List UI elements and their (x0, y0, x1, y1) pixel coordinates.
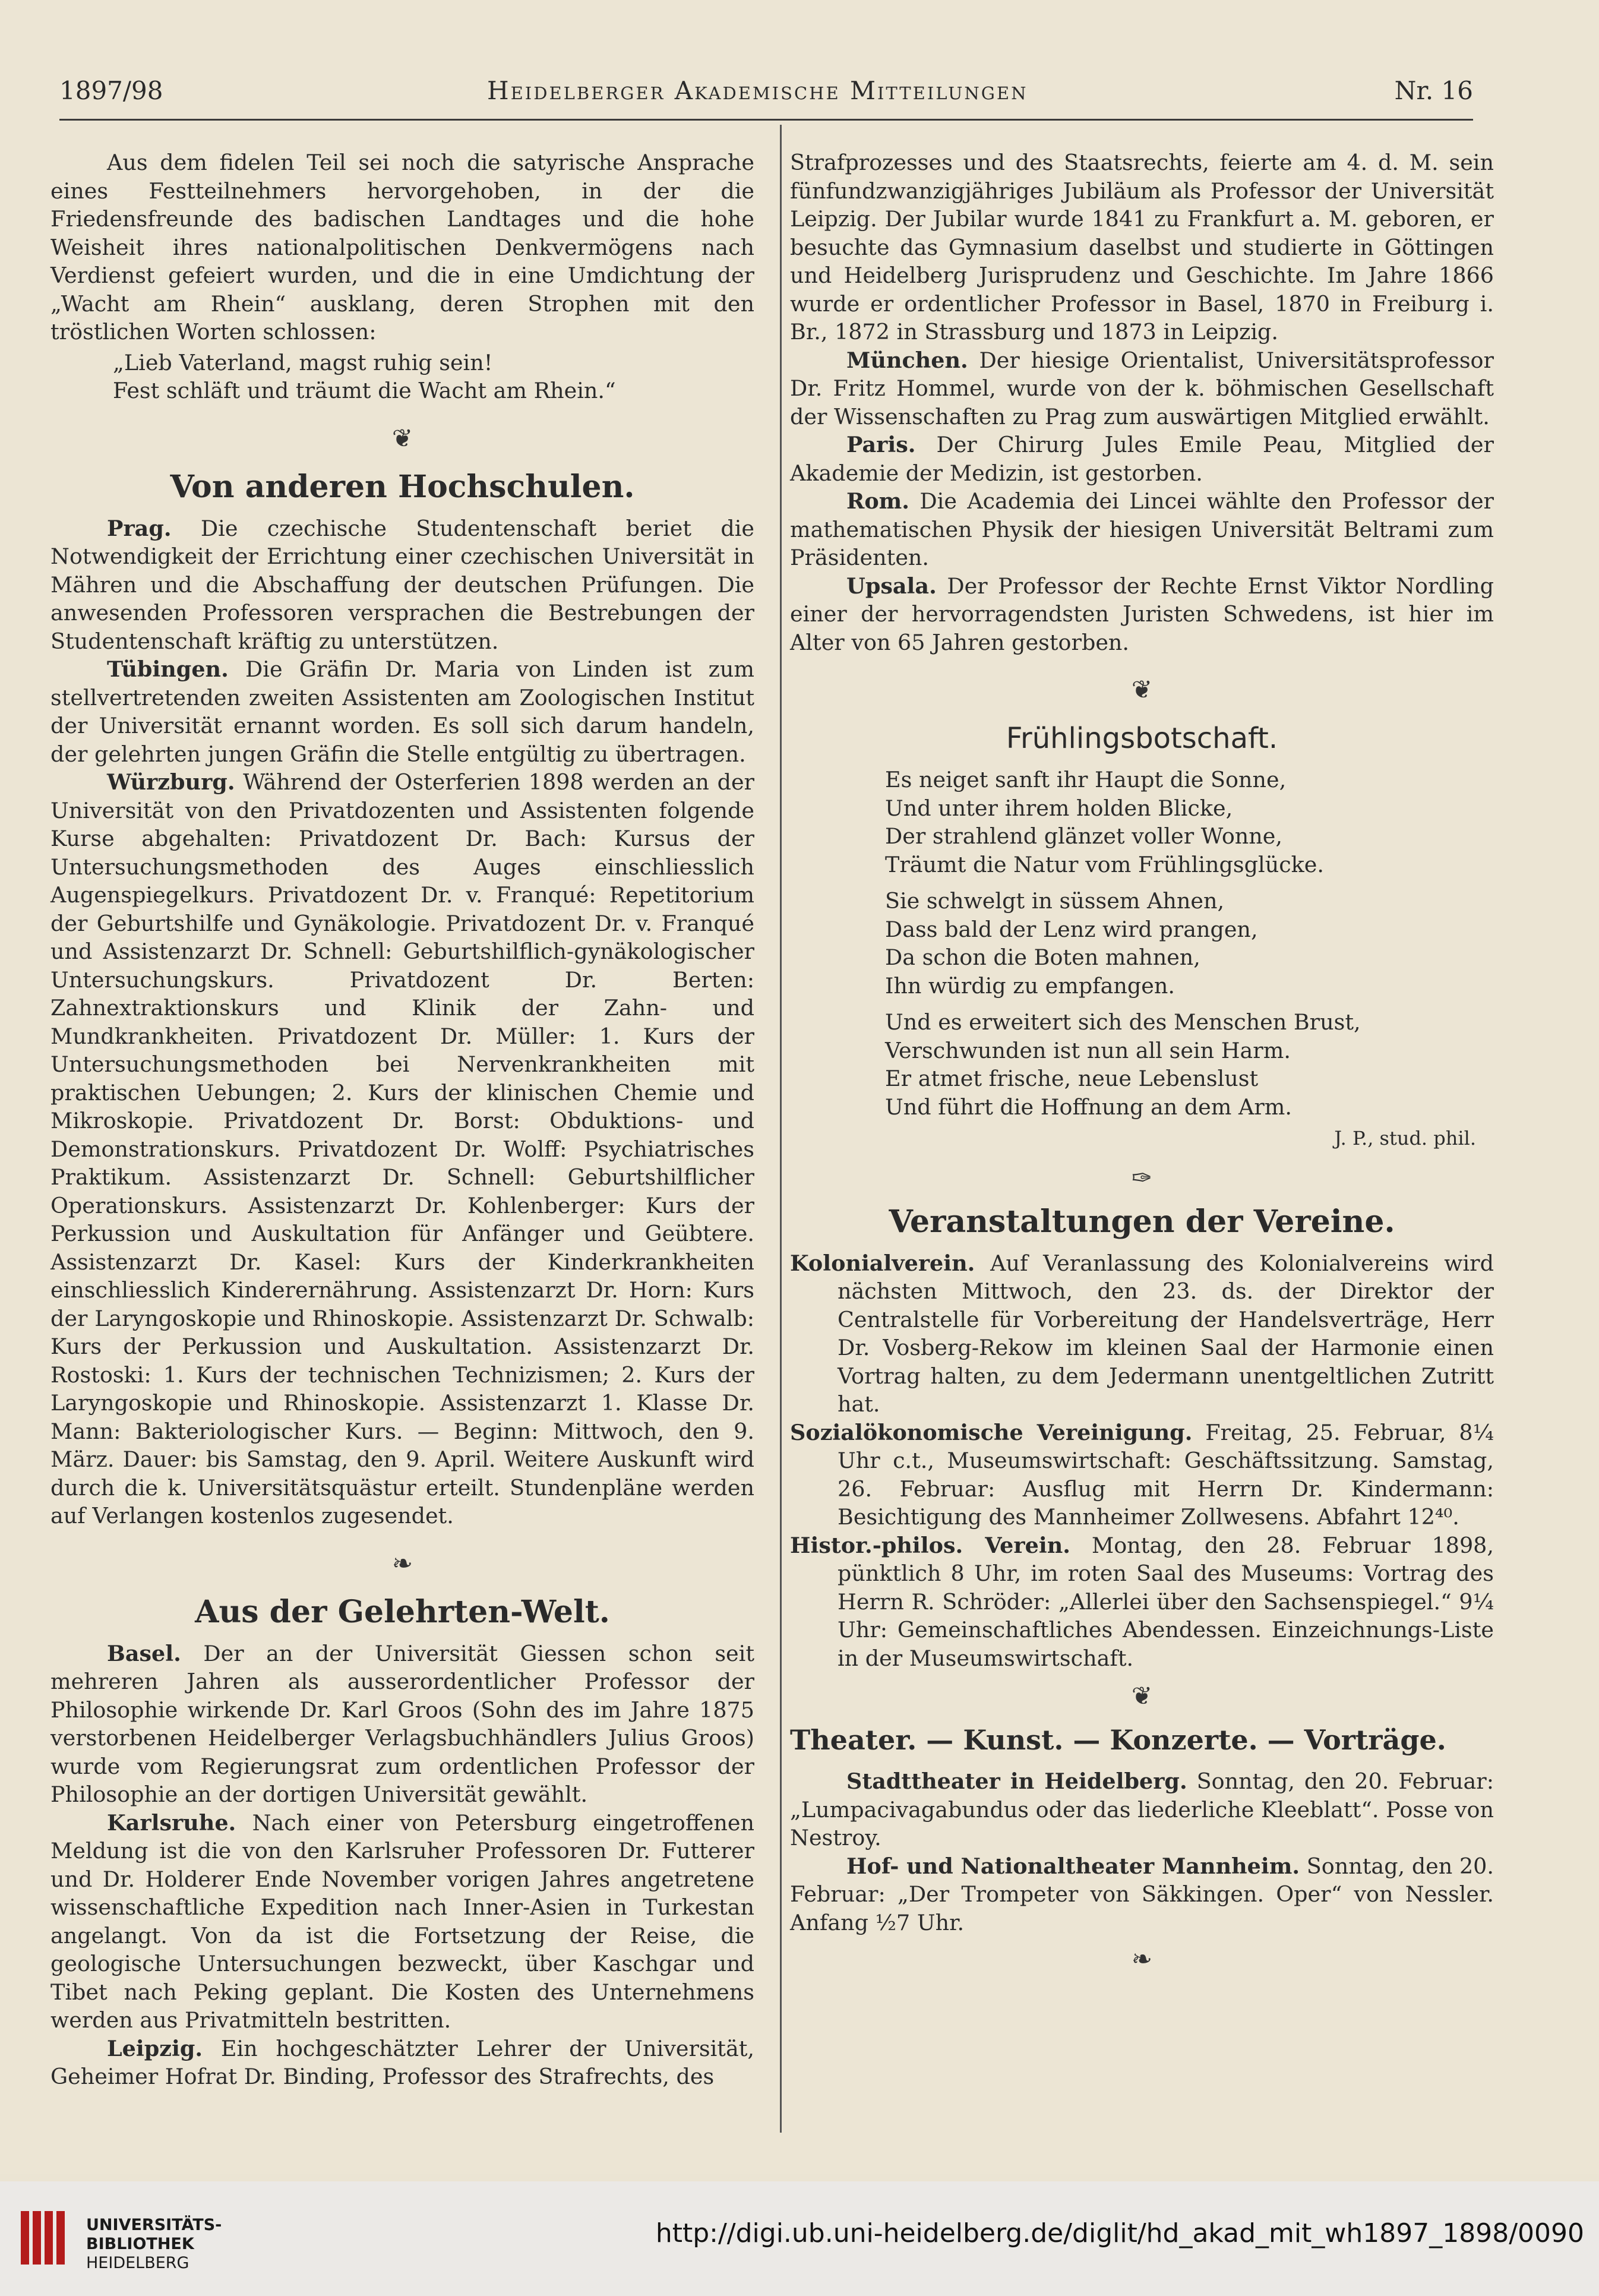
stanza (885, 1008, 1494, 1121)
news-item-leipzig-continued: Strafprozesses und des Staatsrechts, feierte am 4. d. M. sein fünfundzwanzigjähriges Jubiläum als Professor der Universität Leipzig. Der Jubilar wurde 1841 zu Frankfurt a. M. geboren, er besuchte das Gymnasium daselbst und studierte in Göttingen und Heidelberg Jurisprudenz und Geschichte. Im Jahre 1866 wurde er ordentlicher Professor in Basel, 1870 in Freiburg i. Br., 1872 in Strassburg und 1873 in Leipzig. (790, 150, 1494, 345)
poem (885, 766, 1494, 1121)
event-text: Sonntag, den 20. Februar: „Lumpacivagabundus oder das liederliche Kleeblatt“. Posse von Nestroy. (790, 1768, 1494, 1850)
poem-line: Sie schwelgt in süssem Ahnen, (885, 888, 1225, 914)
event-text: Montag, den 28. Februar 1898, pünktlich 8 Uhr, im roten Saal des Museums: Vortrag des Herrn R. Schröder: „Allerlei über den Sachsenspiegel.“ 9¼ Uhr: Gemeinschaftliches Abendessen. Einzeichnungs-Liste in der Museumswirtschaft. (838, 1532, 1494, 1671)
source-url-link[interactable]: http://digi.ub.uni-heidelberg.de/diglit/hd_akad_mit_wh1897_1898/0090 (655, 2218, 1584, 2248)
place-label: Prag. (107, 515, 172, 541)
header-rule (59, 119, 1473, 121)
place-label: Tübingen. (107, 656, 229, 682)
leaf-ornament-icon: ❦ (391, 423, 413, 453)
running-header (59, 76, 1473, 118)
poem-line: Und unter ihrem holden Blicke, (885, 795, 1233, 821)
end-ornament-icon: ❧ (1131, 1944, 1153, 1973)
event-sozialoekonomische (790, 1419, 1494, 1531)
place-label: München. (846, 347, 968, 373)
event-nationaltheater (790, 1852, 1494, 1937)
theater-label: Hof- und Nationaltheater Mannheim. (846, 1853, 1300, 1879)
poem-line: Und es erweitert sich des Menschen Brust, (885, 1009, 1361, 1035)
library-name (86, 2216, 222, 2273)
quill-ornament-icon: ✑ (1131, 1163, 1153, 1192)
poem-line: Da schon die Boten mahnen, (885, 945, 1200, 970)
section-heading-theater: Theater. — Kunst. — Konzerte. — Vorträge. (790, 1724, 1446, 1756)
place-label: Upsala. (846, 573, 937, 599)
poem-line: Es neiget sanft ihr Haupt die Sonne, (885, 767, 1287, 792)
news-item-paris (790, 431, 1494, 487)
intro-paragraph: Aus dem fidelen Teil sei noch die satyrische Ansprache eines Festteilnehmers hervorgehoben, in der die Friedensfreunde des badischen Landtages und die hohe Weisheit ihres nationalpolitischen Denkvermögens nach Verdienst gefeiert wurden, und die in eine Umdichtung der „Wacht am Rhein“ ausklang, deren Strophen mit den tröstlichen Worten schlossen: (50, 150, 754, 345)
poem-title: Frühlingsbotschaft. (1006, 722, 1278, 755)
event-text: Sonntag, den 20. Februar: „Der Trompeter von Säkkingen. Oper“ von Nessler. Anfang ½7 Uhr. (790, 1853, 1494, 1935)
club-label: Sozialökonomische Vereinigung. (790, 1419, 1193, 1445)
poem-line: Verschwunden ist nun all sein Harm. (885, 1037, 1291, 1063)
poem-line: Ihn würdig zu empfangen. (885, 972, 1175, 999)
news-text: Die czechische Studentenschaft beriet die Notwendigkeit der Errichtung einer czechischen Universität in Mähren und die Abschaffung der deutschen Prüfungen. Die anwesenden Professoren versprachen die Bestrebungen der Studentenschaft kräftig zu unterstützen. (50, 515, 754, 654)
poem-line: Träumt die Natur vom Frühlingsglücke. (885, 851, 1324, 877)
news-text: Die Gräfin Dr. Maria von Linden ist zum stellvertretenden zweiten Assistenten am Zoologischen Institut der Universität ernannt worden. Es soll sich darum handeln, der gelehrten jungen Gräfin die Stelle entgültig zu übertragen. (50, 656, 754, 767)
journal-title: Heidelberger Akademische Mitteilungen (487, 76, 1028, 105)
event-text: Auf Veranlassung des Kolonialvereins wird nächsten Mittwoch, den 23. ds. der Direktor der Centralstelle für Vorbereitung der Handelsverträge, Herr Dr. Vosberg-Rekow im kleinen Saal der Harmonie einen Vortrag halten, zu dem Jedermann unentgeltlichen Zutritt hat. (838, 1250, 1494, 1417)
news-text: Der hiesige Orientalist, Universitätsprofessor Dr. Fritz Hommel, wurde von der k. böhmischen Gesellschaft der Wissenschaften zu Prag zum auswärtigen Mitglied erwählt. (790, 347, 1494, 429)
event-kolonialverein (790, 1249, 1494, 1419)
news-item-karlsruhe (50, 1809, 754, 2035)
place-label: Karlsruhe. (107, 1809, 236, 1836)
quoted-verse (113, 349, 754, 405)
poem-line: Er atmet frische, neue Lebenslust (885, 1066, 1259, 1091)
library-name-line: BIBLIOTHEK (86, 2235, 194, 2253)
news-item-muenchen (790, 346, 1494, 431)
club-label: Histor.-philos. Verein. (790, 1532, 1070, 1558)
news-text: Der Professor der Rechte Ernst Viktor Nordling einer der hervorragendsten Juristen Schwedens, ist hier im Alter von 65 Jahren gestorben. (790, 573, 1494, 655)
verse-line: Fest schläft und träumt die Wacht am Rhein.“ (113, 378, 616, 403)
event-histor-philos (790, 1531, 1494, 1673)
poem-line: Und führt die Hoffnung an dem Arm. (885, 1094, 1293, 1120)
news-text: Ein hochgeschätzter Lehrer der Universität, Geheimer Hofrat Dr. Binding, Professor des Strafrechts, des (50, 2035, 754, 2089)
theater-label: Stadttheater in Heidelberg. (846, 1768, 1187, 1794)
event-text: Freitag, 25. Februar, 8¼ Uhr c.t., Museumswirtschaft: Geschäftssitzung. Samstag, 26. Februar: Ausflug mit Herrn Dr. Kindermann: Besichtigung des Mannheimer Zollwesens. Abfahrt 12⁴⁰. (838, 1419, 1494, 1530)
verse-line: „Lieb Vaterland, magst ruhig sein! (113, 349, 493, 375)
digitization-footer (0, 2181, 1599, 2296)
news-item-basel (50, 1640, 754, 1809)
news-item-tuebingen (50, 655, 754, 768)
news-item-wuerzburg (50, 768, 754, 1530)
section-heading-vereine: Veranstaltungen der Vereine. (889, 1203, 1395, 1240)
left-column (50, 149, 754, 2091)
poem-line: Dass bald der Lenz wird prangen, (885, 916, 1258, 942)
stanza (885, 766, 1494, 879)
club-label: Kolonialverein. (790, 1250, 975, 1276)
news-text: Der an der Universität Giessen schon seit mehreren Jahren als ausserordentlicher Professor der Philosophie wirkende Dr. Karl Groos (Sohn des im Jahre 1875 verstorbenen Heidelberger Verlagsbuchhändlers Julius Groos) wurde vom Regierungsrat zum ordentlichen Professor der Philosophie an der dortigen Universität gewählt. (50, 1640, 755, 1807)
stanza (885, 887, 1494, 1000)
library-name-line: HEIDELBERG (86, 2254, 189, 2272)
news-text: Während der Osterferien 1898 werden an der Universität von den Privatdozenten und Assistenten folgende Kurse abgehalten: Privatdozent Dr. Bach: Kursus der Untersuchungsmethoden des Auges einschliesslich Augenspiegelkurs. Privatdozent Dr. v. Franqué: Repetitorium der Geburtshilfe und Gynäkologie. Privatdozent Dr. v. Franqué und Assistenzarzt Dr. Schnell: Geburtshilflich-gynäkologischer Untersuchungskurs. Privatdozent Dr. Berten: Zahnextraktionskurs und Klinik der Zahn- und Mundkrankheiten. Privatdozent Dr. Müller: 1. Kurs der Untersuchungsmethoden bei Nervenkrankheiten mit praktischen Uebungen; 2. Kurs der klinischen Chemie und Mikroskopie. Privatdozent Dr. Borst: Obduktions- und Demonstrationskurs. Privatdozent Dr. Wolff: Psychiatrisches Praktikum. Assistenzarzt Dr. Schnell: Geburtshilflicher Operationskurs. Assistenzarzt Dr. Kohlenberger: Kurs der Perkussion und Auskultation für Anfänger und Geübtere. Assistenzarzt Dr. Kasel: Kurs der Kinderkrankheiten einschliesslich Kinderernährung. Assistenzarzt Dr. Horn: Kurs der Laryngoskopie und Rhinoskopie. Assistenzarzt Dr. Schwalb: Kurs der Perkussion und Auskultation. Assistenzarzt Dr. Rostoski: 1. Kurs der technischen Technizismen; 2. Kurs der Laryngoskopie und Rhinoskopie. Assistenzarzt 1. Klasse Dr. Mann: Bakteriologischer Kurs. — Beginn: Mittwoch, den 9. März. Dauer: bis Samstag, den 9. April. Weitere Auskunft wird durch die k. Universitätsquästur erteilt. Stundenpläne werden auf Verlangen kostenlos zugesendet. (50, 769, 754, 1528)
flower-ornament-icon: ❦ (1131, 1681, 1153, 1710)
right-column (790, 149, 1494, 1982)
news-item-leipzig (50, 2035, 754, 2091)
fleuron-ornament-icon: ❧ (391, 1548, 413, 1578)
section-heading-gelehrten-welt: Aus der Gelehrten-Welt. (195, 1593, 610, 1630)
issue-number: Nr. 16 (1394, 76, 1473, 105)
poem-line: Der strahlend glänzet voller Wonne, (885, 823, 1283, 849)
place-label: Leipzig. (107, 2035, 203, 2061)
event-stadttheater (790, 1767, 1494, 1852)
place-label: Paris. (846, 432, 916, 457)
place-label: Würzburg. (107, 769, 235, 795)
news-item-upsala (790, 572, 1494, 657)
news-text: Der Chirurg Jules Emile Peau, Mitglied der Akademie der Medizin, ist gestorben. (790, 432, 1494, 486)
volume-year: 1897/98 (59, 76, 163, 105)
news-item-prag (50, 514, 754, 656)
scroll-ornament-icon: ❦ (1131, 675, 1153, 704)
news-text: Nach einer von Petersburg eingetroffenen Meldung ist die von den Karlsruher Professoren Dr. Futterer und Dr. Holderer Ende November vorigen Jahres angetretene wissenschaftliche Expedition nach Inner-Asien in Turkestan angelangt. Von da ist die Fortsetzung der Reise, die geologische Untersuchungen bezweckt, über Kaschgar und Tibet nach Peking geplant. Die Kosten des Unternehmens werden aus Privatmitteln bestritten. (50, 1809, 754, 2033)
news-text: Die Academia dei Lincei wählte den Professor der mathematischen Physik der hiesigen Universität Beltrami zum Präsidenten. (790, 488, 1494, 570)
poem-signature: J. P., stud. phil. (1334, 1127, 1476, 1149)
library-logo-icon (18, 2205, 71, 2270)
news-item-rom (790, 487, 1494, 572)
place-label: Basel. (107, 1640, 181, 1666)
section-heading-hochschulen: Von anderen Hochschulen. (170, 468, 635, 505)
place-label: Rom. (846, 488, 910, 514)
column-divider (780, 125, 782, 2133)
library-name-line: UNIVERSITÄTS- (86, 2216, 222, 2234)
